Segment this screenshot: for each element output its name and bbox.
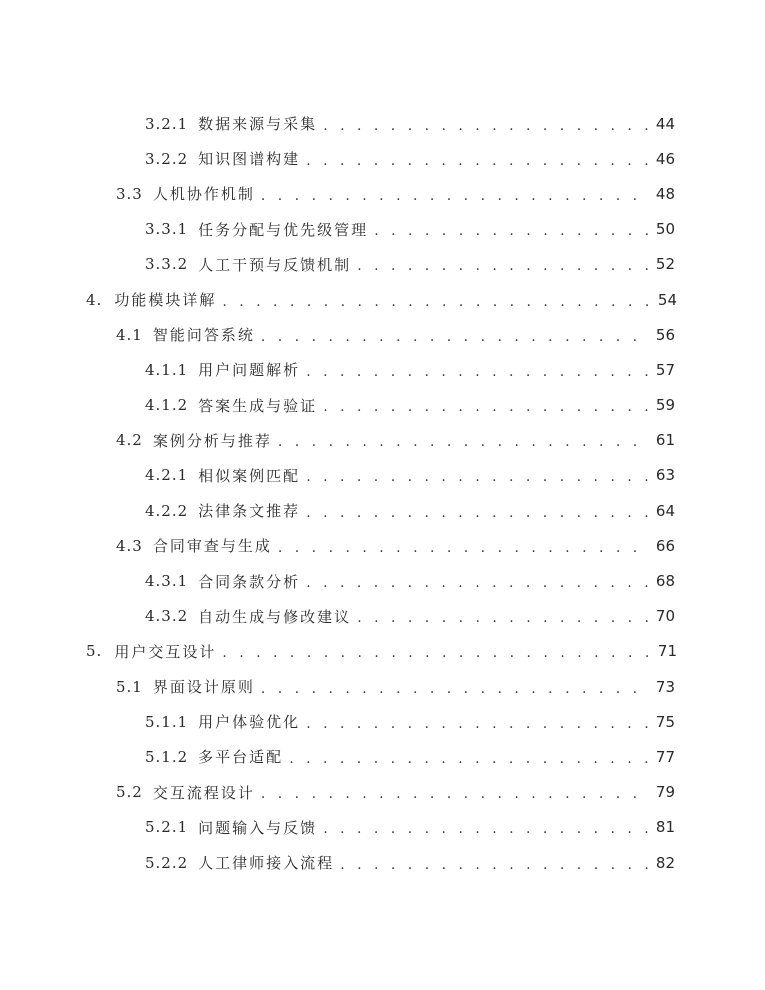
toc-entry-number: 4.1.1 xyxy=(145,360,189,379)
toc-entry-page-number: 77 xyxy=(655,747,675,766)
toc-entry[interactable] xyxy=(0,282,765,317)
toc-dot-leader xyxy=(357,611,649,625)
toc-entry-title: 相似案例匹配 xyxy=(198,466,301,485)
toc-dot-leader xyxy=(306,470,649,484)
toc-entry-page-number: 57 xyxy=(655,360,675,379)
toc-entry-page-number: 61 xyxy=(655,431,675,450)
toc-dot-leader xyxy=(289,752,649,766)
toc-entry-page-number: 82 xyxy=(655,853,675,872)
toc-dot-leader xyxy=(222,295,651,309)
toc-dot-leader xyxy=(306,365,649,379)
toc-entry-number: 4.2.2 xyxy=(145,501,189,520)
toc-entry-number: 3.3.1 xyxy=(145,220,189,239)
toc-entry-title: 智能问答系统 xyxy=(152,326,255,345)
toc-entry-number: 3.3 xyxy=(116,184,143,203)
toc-entry[interactable] xyxy=(0,634,765,669)
toc-entry-page-number: 50 xyxy=(655,220,675,239)
toc-entry[interactable] xyxy=(0,247,765,282)
toc-entry-title: 功能模块详解 xyxy=(114,291,217,310)
toc-entry-page-number: 73 xyxy=(655,677,675,696)
toc-entry[interactable] xyxy=(0,669,765,704)
toc-entry[interactable] xyxy=(0,599,765,634)
toc-dot-leader xyxy=(261,682,649,696)
toc-entry-page-number: 52 xyxy=(655,255,675,274)
toc-entry-title: 合同审查与生成 xyxy=(152,537,272,556)
toc-entry-title: 法律条文推荐 xyxy=(198,502,301,521)
toc-entry[interactable] xyxy=(0,563,765,598)
toc-dot-leader xyxy=(261,330,649,344)
toc-entry-page-number: 79 xyxy=(655,783,675,802)
toc-entry-number: 4.3.2 xyxy=(145,607,189,626)
toc-entry[interactable] xyxy=(0,317,765,352)
toc-entry-title: 用户交互设计 xyxy=(114,642,217,661)
toc-dot-leader xyxy=(306,506,649,520)
toc-entry-number: 5.2.2 xyxy=(145,853,189,872)
toc-entry-number: 4.1 xyxy=(116,325,143,344)
toc-dot-leader xyxy=(323,822,649,836)
toc-dot-leader xyxy=(306,717,649,731)
toc-dot-leader xyxy=(306,154,649,168)
toc-entry-page-number: 44 xyxy=(655,114,675,133)
toc-entry-number: 3.2.2 xyxy=(145,149,189,168)
toc-entry[interactable] xyxy=(0,810,765,845)
toc-entry[interactable] xyxy=(0,423,765,458)
toc-dot-leader xyxy=(323,400,649,414)
toc-entry-title: 多平台适配 xyxy=(198,748,284,767)
toc-entry-page-number: 54 xyxy=(657,290,677,309)
toc-entry[interactable] xyxy=(0,845,765,880)
toc-entry-number: 4.2 xyxy=(116,431,143,450)
toc-entry-number: 4.1.2 xyxy=(145,396,189,415)
toc-entry-number: 5. xyxy=(86,642,103,661)
toc-entry[interactable] xyxy=(0,493,765,528)
toc-entry-number: 4.3 xyxy=(116,536,143,555)
toc-entry[interactable] xyxy=(0,106,765,141)
toc-entry-number: 3.2.1 xyxy=(145,114,189,133)
toc-entry[interactable] xyxy=(0,739,765,774)
table-of-contents xyxy=(0,106,765,880)
toc-entry-page-number: 59 xyxy=(655,396,675,415)
toc-entry-title: 界面设计原则 xyxy=(152,678,255,697)
toc-entry-title: 用户体验优化 xyxy=(198,713,301,732)
toc-entry-page-number: 68 xyxy=(655,572,675,591)
toc-entry-number: 5.2 xyxy=(116,783,143,802)
toc-entry-title: 人机协作机制 xyxy=(152,185,255,204)
toc-entry-page-number: 64 xyxy=(655,501,675,520)
toc-dot-leader xyxy=(306,576,649,590)
toc-entry[interactable] xyxy=(0,212,765,247)
toc-dot-leader xyxy=(278,435,649,449)
toc-entry-number: 4.3.1 xyxy=(145,572,189,591)
toc-entry-page-number: 66 xyxy=(655,536,675,555)
toc-entry-title: 知识图谱构建 xyxy=(198,150,301,169)
toc-entry-number: 5.1.2 xyxy=(145,747,189,766)
toc-dot-leader xyxy=(374,224,649,238)
toc-entry-title: 问题输入与反馈 xyxy=(198,818,318,837)
toc-entry-page-number: 46 xyxy=(655,149,675,168)
toc-entry-page-number: 75 xyxy=(655,712,675,731)
toc-entry-title: 答案生成与验证 xyxy=(198,396,318,415)
toc-entry[interactable] xyxy=(0,141,765,176)
toc-entry-number: 4.2.1 xyxy=(145,466,189,485)
toc-entry-page-number: 71 xyxy=(657,642,677,661)
toc-entry-title: 任务分配与优先级管理 xyxy=(198,220,369,239)
toc-dot-leader xyxy=(261,189,649,203)
toc-dot-leader xyxy=(340,858,649,872)
toc-entry-number: 5.1 xyxy=(116,677,143,696)
toc-entry[interactable] xyxy=(0,528,765,563)
toc-entry-number: 4. xyxy=(86,290,103,309)
toc-entry[interactable] xyxy=(0,176,765,211)
toc-entry[interactable] xyxy=(0,775,765,810)
toc-entry-title: 用户问题解析 xyxy=(198,361,301,380)
toc-entry[interactable] xyxy=(0,458,765,493)
toc-dot-leader xyxy=(323,119,649,133)
toc-entry-number: 5.2.1 xyxy=(145,818,189,837)
toc-entry-title: 人工干预与反馈机制 xyxy=(198,255,352,274)
toc-entry-title: 合同条款分析 xyxy=(198,572,301,591)
toc-dot-leader xyxy=(357,259,649,273)
toc-entry-page-number: 48 xyxy=(655,184,675,203)
toc-dot-leader xyxy=(278,541,649,555)
toc-entry-page-number: 70 xyxy=(655,607,675,626)
toc-entry-title: 案例分析与推荐 xyxy=(152,431,272,450)
toc-entry-page-number: 56 xyxy=(655,325,675,344)
toc-entry-page-number: 63 xyxy=(655,466,675,485)
toc-entry-page-number: 81 xyxy=(655,818,675,837)
toc-entry-title: 人工律师接入流程 xyxy=(198,854,335,873)
toc-entry-number: 5.1.1 xyxy=(145,712,189,731)
toc-entry-number: 3.3.2 xyxy=(145,255,189,274)
toc-dot-leader xyxy=(261,787,649,801)
toc-entry[interactable] xyxy=(0,352,765,387)
toc-entry-title: 自动生成与修改建议 xyxy=(198,607,352,626)
toc-entry[interactable] xyxy=(0,704,765,739)
toc-dot-leader xyxy=(222,646,651,660)
toc-entry[interactable] xyxy=(0,388,765,423)
toc-entry-title: 交互流程设计 xyxy=(152,783,255,802)
toc-entry-title: 数据来源与采集 xyxy=(198,115,318,134)
